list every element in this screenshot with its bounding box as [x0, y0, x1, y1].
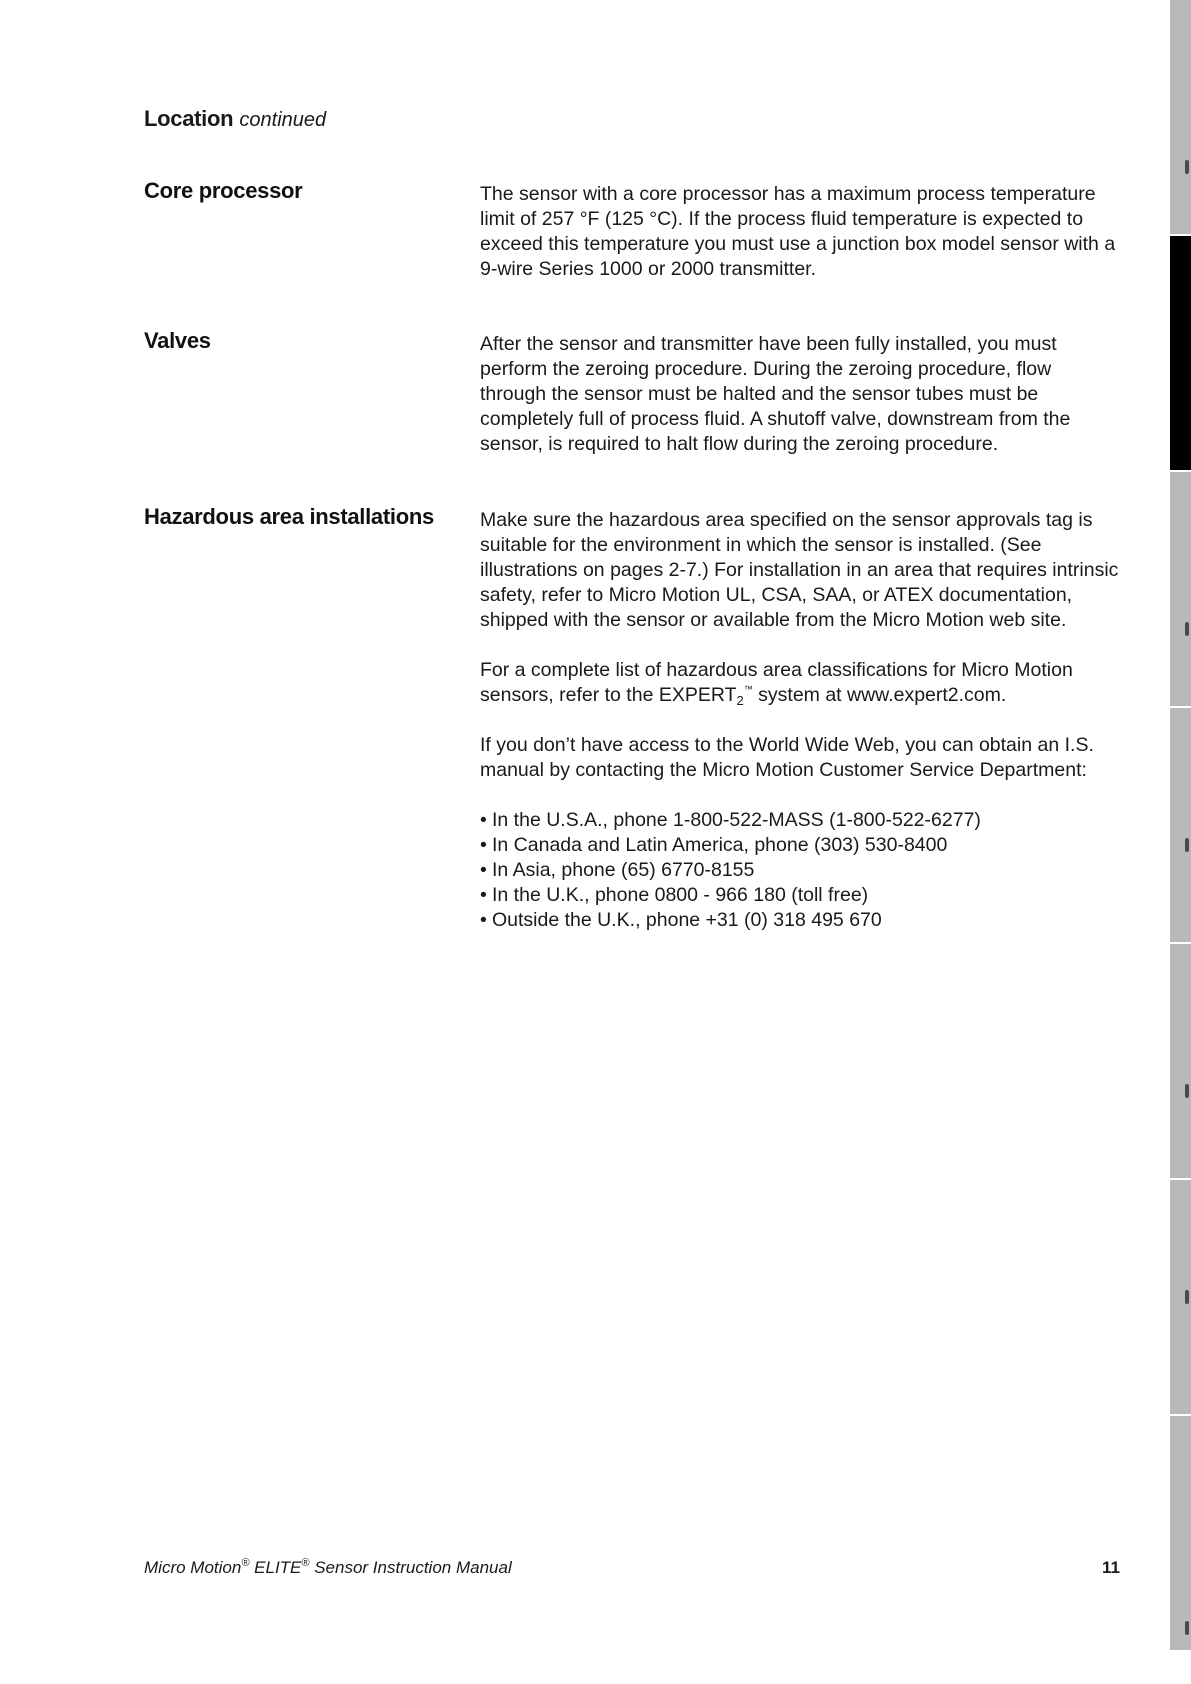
valves-body — [480, 332, 1100, 457]
chapter-tab[interactable] — [1170, 472, 1191, 708]
hazardous-body — [480, 508, 1122, 933]
contact-item: • In the U.K., phone 0800 - 966 180 (toll free) — [480, 884, 869, 906]
contact-item: • Outside the U.K., phone +31 (0) 318 495 670 — [480, 909, 882, 931]
footer-manual-title: Micro Motion® ELITE® Sensor Instruction Manual — [144, 1557, 512, 1577]
chapter-tab[interactable] — [1170, 944, 1191, 1180]
chapter-tab[interactable] — [1170, 708, 1191, 944]
para2-text-before: For a complete list of hazardous area classifications for Micro Motion sensors, refer to the EXPERT — [480, 659, 1073, 706]
hazardous-para-1: Make sure the hazardous area specified on the sensor approvals tag is suitable for the environment in which the sensor is installed. (See illustrations on pages 2-7.) For installation in an area that requires intrinsic safety, refer to Micro Motion UL, CSA, SAA, or ATEX documentation, shipped with the sensor or available from the Micro Motion web site. — [480, 509, 1119, 631]
contact-item: • In Canada and Latin America, phone (303) 530-8400 — [480, 834, 948, 856]
para2-text-after: system at www.expert2.com. — [752, 684, 1007, 706]
page-number: 11 — [1102, 1558, 1120, 1577]
bullet-icon: • — [480, 859, 487, 881]
chapter-tab[interactable] — [1170, 0, 1191, 236]
contact-item: • In the U.S.A., phone 1-800-522-MASS (1-800-522-6277) — [480, 809, 981, 831]
expert-subscript: 2 — [736, 693, 744, 708]
chapter-tab[interactable] — [1170, 1180, 1191, 1416]
chapter-tabs — [1170, 0, 1191, 1684]
contact-list — [480, 808, 1122, 933]
bullet-icon: • — [480, 884, 487, 906]
contact-item: • In Asia, phone (65) 6770-8155 — [480, 859, 755, 881]
hazardous-para-3: If you don’t have access to the World Wide Web, you can obtain an I.S. manual by contacting the Micro Motion Customer Service Department: — [480, 734, 1094, 781]
bullet-icon: • — [480, 909, 487, 931]
core-processor-label: Core processor — [144, 178, 303, 203]
bullet-icon: • — [480, 834, 487, 856]
continued-heading — [144, 106, 326, 133]
heading-continued: continued — [239, 109, 327, 131]
valves-label: Valves — [144, 328, 211, 353]
trademark-mark: ™ — [743, 684, 753, 694]
chapter-tab-active[interactable] — [1170, 236, 1191, 472]
bullet-icon: • — [480, 809, 487, 831]
chapter-tab[interactable] — [1170, 1416, 1191, 1652]
heading-title: Location — [144, 106, 234, 131]
hazardous-para-2 — [480, 658, 1122, 708]
core-processor-text: The sensor with a core processor has a maximum process temperature limit of 257 °F (125 °C). If the process fluid temperature is expected to exceed this temperature you must use a junction box model sensor with a 9-wire Series 1000 or 2000 transmitter. — [480, 183, 1116, 280]
core-processor-body — [480, 182, 1122, 282]
hazardous-label: Hazardous area installations — [144, 504, 434, 529]
valves-text: After the sensor and transmitter have been fully installed, you must perform the zeroing procedure. During the zeroing procedure, flow through the sensor must be halted and the sensor tubes must be completely full of process fluid. A shutoff valve, downstream from the sensor, is required to halt flow during the zeroing procedure. — [480, 333, 1071, 455]
